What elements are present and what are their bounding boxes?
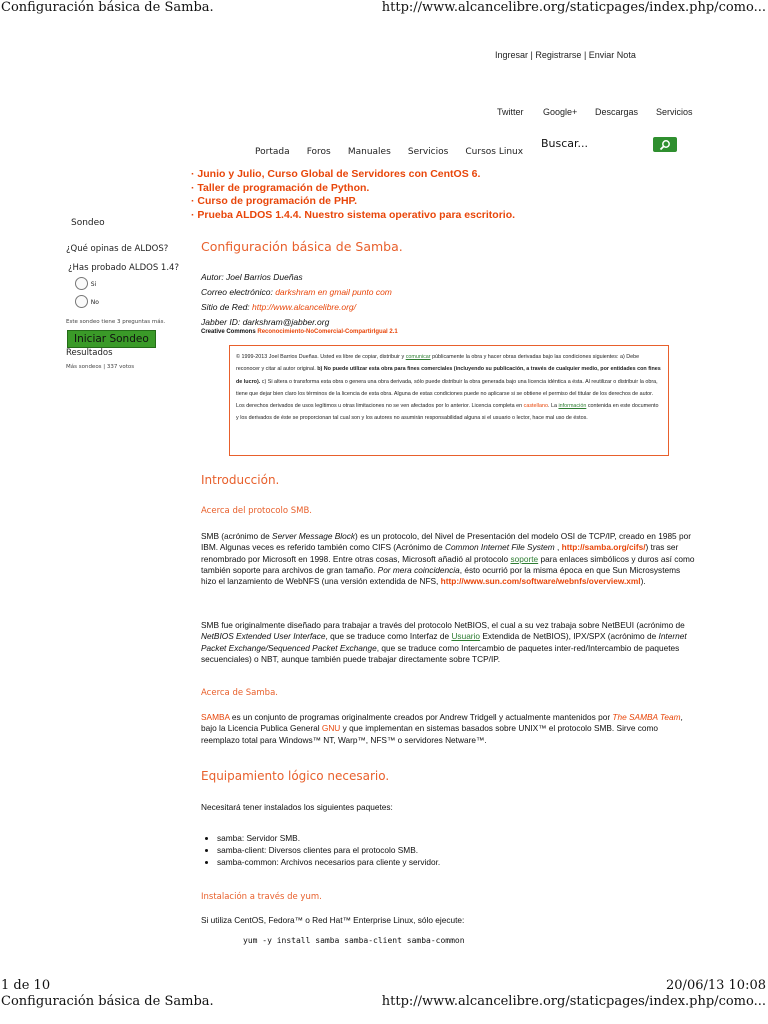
smb-heading: Acerca del protocolo SMB.	[201, 506, 312, 516]
yum-intro: Si utiliza CentOS, Fedora™ o Red Hat™ Enterprise Linux, sólo ejecute:	[201, 915, 465, 925]
nav-foros[interactable]: Foros	[306, 147, 331, 157]
webnfs-link[interactable]: http://www.sun.com/software/webnfs/overview.xml	[440, 576, 641, 587]
print-footer-url: http://www.alcancelibre.org/staticpages/index.php/como...	[381, 994, 766, 1009]
poll-option-si[interactable]	[75, 277, 96, 290]
text: ,	[557, 542, 560, 553]
site-label: Sitio de Red:	[201, 302, 250, 312]
text: ) tras ser renombrado por Microsoft en 1998. Entre otras cosas, Microsoft añadió al protocolo	[201, 542, 679, 564]
separator: |	[530, 50, 533, 60]
soporte-link[interactable]: soporte	[510, 553, 539, 564]
radio-button[interactable]	[75, 295, 88, 308]
poll-subquestion: ¿Has probado ALDOS 1.4?	[68, 263, 179, 273]
article-meta	[201, 270, 641, 330]
text: y que implementan en sistemas basados sobre UNIX™ el protocolo SMB. Sirve como reemplazo total para Windows™ NT, Warp™, NFS™ o servidores Netware™.	[201, 723, 659, 745]
text: ) es un protocolo, del Nivel de Presentación del modelo OSI de TCP/IP, creado en 1985 por IBM. Algunas veces es referido también como CIFS (Acrónimo de	[201, 531, 691, 553]
email-label: Correo electrónico:	[201, 287, 273, 297]
text: es un conjunto de programas originalmente creados por Andrew Tridgell y actualmente mantenidos por	[231, 712, 611, 722]
search-icon	[659, 139, 671, 151]
link-twitter[interactable]: Twitter	[497, 107, 524, 117]
smb-paragraph-2	[201, 620, 696, 665]
text: NetBIOS Extended User Interface	[201, 631, 326, 642]
usuario-link[interactable]: Usuario	[451, 631, 481, 642]
user-nav	[495, 50, 636, 60]
jabber: Jabber ID: darkshram@jabber.org	[201, 317, 330, 327]
poll-title: Sondeo	[71, 218, 105, 228]
text: , bajo la Licencia Publica General	[201, 712, 683, 734]
text: Por mera coincidencia	[377, 564, 460, 575]
cc-license-link[interactable]: Reconocimiento-NoComercial-CompartirIgual 2.1	[257, 329, 398, 335]
samba-paragraph	[201, 712, 696, 746]
print-header-title: Configuración básica de Samba.	[1, 0, 214, 15]
text: ).	[640, 576, 646, 587]
email-link[interactable]: darkshram en gmail punto com	[275, 287, 392, 297]
gnu-link[interactable]: GNU	[321, 723, 341, 734]
site-row	[201, 300, 641, 315]
nav-cursos-linux[interactable]: Cursos Linux	[465, 147, 524, 157]
text: Common Internet File System	[444, 542, 555, 553]
poll-more-link[interactable]: Más sondeos | 337 votos	[66, 364, 135, 370]
option-label: No	[90, 299, 99, 306]
news-item[interactable]: · Taller de programación de Python.	[191, 181, 370, 194]
poll-question: ¿Qué opinas de ALDOS?	[66, 244, 169, 254]
list-item: • samba-common: Archivos necesarios para cliente y servidor.	[217, 856, 440, 868]
cc-label: Creative Commons	[201, 329, 256, 335]
login-link[interactable]: Ingresar	[495, 50, 529, 60]
email-row	[201, 285, 641, 300]
equipment-intro: Necesitará tener instalados los siguientes paquetes:	[201, 802, 393, 812]
link-googleplus[interactable]: Google+	[543, 107, 578, 117]
site-link[interactable]: http://www.alcancelibre.org/	[252, 302, 356, 312]
search-input[interactable]: Buscar...	[541, 137, 589, 150]
submit-news-link[interactable]: Enviar Nota	[588, 50, 636, 60]
license-text: contenida en este documento y los derivados de éste se proporcionan tal cual son y los autores no asumirán responsabilidad alguna si el usuario o lector, hace mal uso de éstos.	[236, 403, 659, 422]
start-poll-button[interactable]: Iniciar Sondeo	[67, 330, 156, 348]
license-text: públicamente la obra y hacer obras derivadas bajo las condiciones siguientes: a) Debe reconocer y citar al autor original.	[236, 354, 640, 373]
nav-portada[interactable]: Portada	[255, 147, 290, 157]
text: Internet Packet Exchange/Sequenced Packet Exchange	[201, 631, 687, 653]
samba-link[interactable]: SAMBA	[201, 712, 230, 722]
link-descargas[interactable]: Descargas	[595, 107, 639, 117]
license-text: © 1999-2013 Joel Barrios Dueñas. Usted es libre de copiar, distribuir y	[236, 354, 405, 360]
smb-paragraph-1	[201, 531, 696, 587]
option-label: Si	[90, 281, 97, 288]
comunicar-link[interactable]: comunicar	[405, 354, 431, 360]
poll-results-link[interactable]: Resultados	[66, 348, 113, 358]
license-bold-text: b) No puede utilizar esta obra para fines comerciales (incluyendo su publicación, a través de cualquier medio, por entidades con fines de lucro).	[236, 366, 661, 385]
news-item[interactable]: · Junio y Julio, Curso Global de Servidores con CentOS 6.	[191, 168, 481, 180]
author: Autor: Joel Barrios Dueñas	[201, 272, 303, 282]
samba-team-link[interactable]: The SAMBA Team	[612, 712, 681, 722]
license-box	[229, 345, 669, 456]
text: SMB (acrónimo de	[201, 531, 270, 541]
text: , que se traduce como Interfaz de	[325, 631, 450, 642]
register-link[interactable]: Registrarse	[535, 50, 582, 60]
radio-button[interactable]	[75, 277, 88, 290]
poll-note: Este sondeo tiene 3 preguntas más.	[66, 319, 166, 325]
text: para enlaces simbólicos y duros así como también soporte para archivos de gran tamaño.	[201, 553, 695, 575]
separator: |	[583, 50, 587, 60]
news-list	[191, 168, 551, 222]
print-footer-datetime: 20/06/13 10:08	[666, 978, 766, 993]
text: Server Message Block	[272, 531, 356, 541]
text: , que se traduce como Intercambio de paquetes inter-red/Intercambio de paquetes secuenciales) o NBT, aunque también puede trabajar directamente sobre TCP/IP.	[201, 642, 680, 664]
search-button[interactable]	[653, 137, 677, 152]
list-item: • samba-client: Diversos clientes para el protocolo SMB.	[217, 844, 440, 856]
article-title: Configuración básica de Samba.	[201, 239, 403, 254]
castellano-link[interactable]: castellano	[523, 403, 548, 410]
license-text: . La	[547, 403, 557, 410]
main-nav	[255, 139, 535, 158]
nav-manuales[interactable]: Manuales	[347, 147, 391, 157]
license-text: c) Si altera o transforma esta obra o genera una obra derivada, sólo puede distribuir la obra generada bajo una licencia idéntica a ésta. Al reutilizar o distribuir la obra, tiene que dejar bien claro los términos de la licencia de esta obra. Alguna de estas condiciones puede no aplicarse si se obtiene el permiso del titular de los derechos de autor. Los derechos derivados de usos legítimos u otras limitaciones no se ven afectados por lo anterior. Licencia completa en	[236, 378, 658, 410]
equipment-heading: Equipamiento lógico necesario.	[201, 769, 390, 783]
informacion-link[interactable]: información	[558, 403, 587, 410]
cifs-link[interactable]: http://samba.org/cifs/	[561, 542, 646, 553]
news-item[interactable]: · Curso de programación de PHP.	[191, 195, 358, 207]
text: SMB fue originalmente diseñado para trabajar a través del protocolo NetBIOS, el cual a su vez trabaja sobre NetBEUI (acrónimo de	[201, 620, 685, 630]
list-item: • samba: Servidor SMB.	[217, 832, 440, 844]
link-servicios[interactable]: Servicios	[656, 107, 693, 117]
yum-command: yum -y install samba samba-client samba-common	[243, 936, 465, 945]
print-footer-page: 1 de 10	[1, 978, 51, 993]
samba-heading: Acerca de Samba.	[201, 688, 278, 698]
text: Extendida de NetBIOS), IPX/SPX (acrónimo de	[482, 631, 657, 642]
cc-license-row	[201, 329, 398, 335]
news-item[interactable]: · Prueba ALDOS 1.4.4. Nuestro sistema operativo para escritorio.	[191, 208, 516, 221]
intro-heading: Introducción.	[201, 473, 280, 487]
text: , ésto ocurrió por la misma época en que Sun Microsystems hizo el lanzamiento de WebNFS (una versión extendida de NFS,	[201, 564, 681, 587]
yum-heading: Instalación a través de yum.	[201, 892, 322, 902]
print-header-url: http://www.alcancelibre.org/staticpages/index.php/como...	[381, 0, 766, 15]
print-footer-title: Configuración básica de Samba.	[1, 994, 214, 1009]
nav-servicios[interactable]: Servicios	[407, 147, 449, 157]
poll-option-no[interactable]	[75, 295, 99, 308]
package-list	[201, 832, 440, 868]
